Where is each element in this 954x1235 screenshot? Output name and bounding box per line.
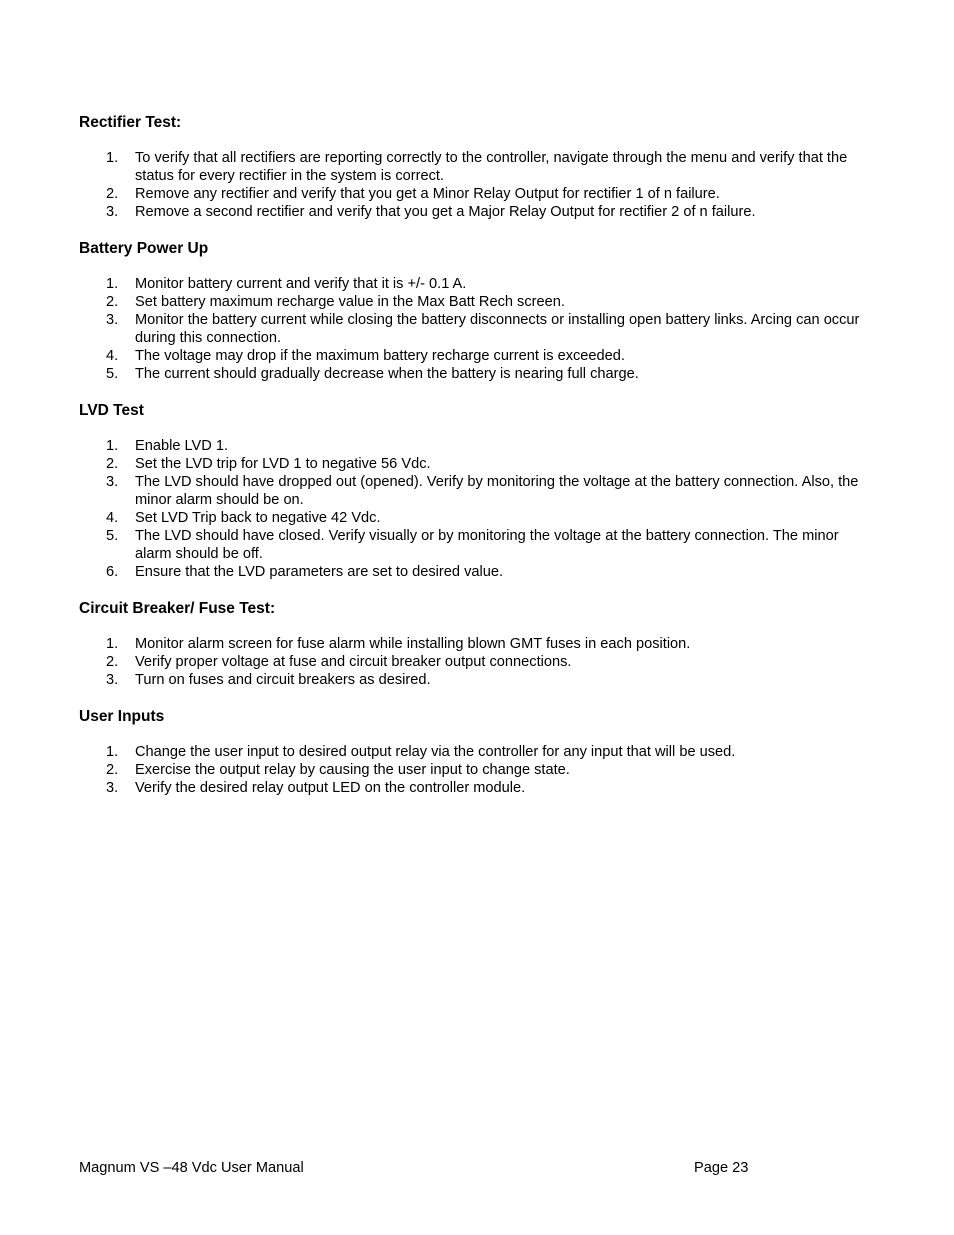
step-text: Remove any rectifier and verify that you get a Minor Relay Output for rectifier 1 of n failure. xyxy=(135,186,720,202)
step-text: Monitor alarm screen for fuse alarm while installing blown GMT fuses in each position. xyxy=(135,636,691,652)
step-text: The LVD should have dropped out (opened). Verify by monitoring the voltage at the battery connection. Also, the minor alarm should be on. xyxy=(135,474,859,508)
step-text: Enable LVD 1. xyxy=(135,438,229,454)
section-rectifier-test xyxy=(79,113,879,221)
step-number: 2. xyxy=(106,654,119,670)
step-text: Set the LVD trip for LVD 1 to negative 56 Vdc. xyxy=(135,456,431,472)
step-number: 1. xyxy=(106,636,119,652)
step-text: The current should gradually decrease when the battery is nearing full charge. xyxy=(135,366,639,382)
list-item xyxy=(79,311,879,347)
step-number: 5. xyxy=(106,366,119,382)
step-number: 2. xyxy=(106,762,119,778)
step-list xyxy=(79,275,879,383)
step-text: The voltage may drop if the maximum battery recharge current is exceeded. xyxy=(135,348,625,364)
step-text: Ensure that the LVD parameters are set to desired value. xyxy=(135,564,504,580)
list-item xyxy=(79,761,879,779)
list-item xyxy=(79,365,879,383)
list-item xyxy=(79,527,879,563)
step-number: 3. xyxy=(106,204,119,220)
list-item xyxy=(79,149,879,185)
step-text: Monitor battery current and verify that it is +/- 0.1 A. xyxy=(135,276,467,292)
footer-page-number: Page 23 xyxy=(694,1160,749,1176)
list-item xyxy=(79,779,879,797)
step-list xyxy=(79,437,879,581)
step-number: 1. xyxy=(106,276,119,292)
step-number: 1. xyxy=(106,150,119,166)
list-item xyxy=(79,347,879,365)
step-number: 2. xyxy=(106,186,119,202)
step-list xyxy=(79,149,879,221)
list-item xyxy=(79,473,879,509)
list-item xyxy=(79,275,879,293)
list-item xyxy=(79,509,879,527)
list-item xyxy=(79,185,879,203)
list-item xyxy=(79,437,879,455)
list-item xyxy=(79,653,879,671)
list-item xyxy=(79,635,879,653)
step-list xyxy=(79,743,879,797)
list-item xyxy=(79,203,879,221)
step-text: Verify the desired relay output LED on the controller module. xyxy=(135,780,526,796)
list-item xyxy=(79,563,879,581)
section-battery-power-up xyxy=(79,239,879,383)
step-number: 3. xyxy=(106,780,119,796)
document-body xyxy=(79,113,879,815)
section-lvd-test xyxy=(79,401,879,581)
step-text: Exercise the output relay by causing the user input to change state. xyxy=(135,762,570,778)
step-list xyxy=(79,635,879,689)
step-number: 4. xyxy=(106,348,119,364)
section-heading: Circuit Breaker/ Fuse Test: xyxy=(79,600,276,617)
step-number: 1. xyxy=(106,744,119,760)
step-text: The LVD should have closed. Verify visually or by monitoring the voltage at the battery connection. The minor alarm should be off. xyxy=(135,528,839,562)
list-item xyxy=(79,293,879,311)
section-heading: Battery Power Up xyxy=(79,240,209,257)
list-item xyxy=(79,455,879,473)
list-item xyxy=(79,743,879,761)
section-heading: LVD Test xyxy=(79,402,144,419)
step-text: Verify proper voltage at fuse and circuit breaker output connections. xyxy=(135,654,572,670)
step-number: 2. xyxy=(106,456,119,472)
step-text: Turn on fuses and circuit breakers as desired. xyxy=(135,672,431,688)
section-user-inputs xyxy=(79,707,879,797)
step-text: Set battery maximum recharge value in the Max Batt Rech screen. xyxy=(135,294,565,310)
section-circuit-breaker-fuse-test xyxy=(79,599,879,689)
step-text: Remove a second rectifier and verify that you get a Major Relay Output for rectifier 2 of n failure. xyxy=(135,204,756,220)
list-item xyxy=(79,671,879,689)
step-text: Set LVD Trip back to negative 42 Vdc. xyxy=(135,510,381,526)
step-number: 3. xyxy=(106,474,119,490)
step-number: 4. xyxy=(106,510,119,526)
step-number: 6. xyxy=(106,564,119,580)
footer-manual-title: Magnum VS –48 Vdc User Manual xyxy=(79,1160,304,1176)
step-text: Monitor the battery current while closing the battery disconnects or installing open battery links. Arcing can occur during this connection. xyxy=(135,312,860,346)
step-number: 2. xyxy=(106,294,119,310)
step-number: 5. xyxy=(106,528,119,544)
step-text: To verify that all rectifiers are reporting correctly to the controller, navigate through the menu and verify that the status for every rectifier in the system is correct. xyxy=(135,150,848,184)
step-text: Change the user input to desired output relay via the controller for any input that will be used. xyxy=(135,744,736,760)
step-number: 3. xyxy=(106,312,119,328)
section-heading: Rectifier Test: xyxy=(79,114,182,131)
step-number: 1. xyxy=(106,438,119,454)
step-number: 3. xyxy=(106,672,119,688)
section-heading: User Inputs xyxy=(79,708,165,725)
